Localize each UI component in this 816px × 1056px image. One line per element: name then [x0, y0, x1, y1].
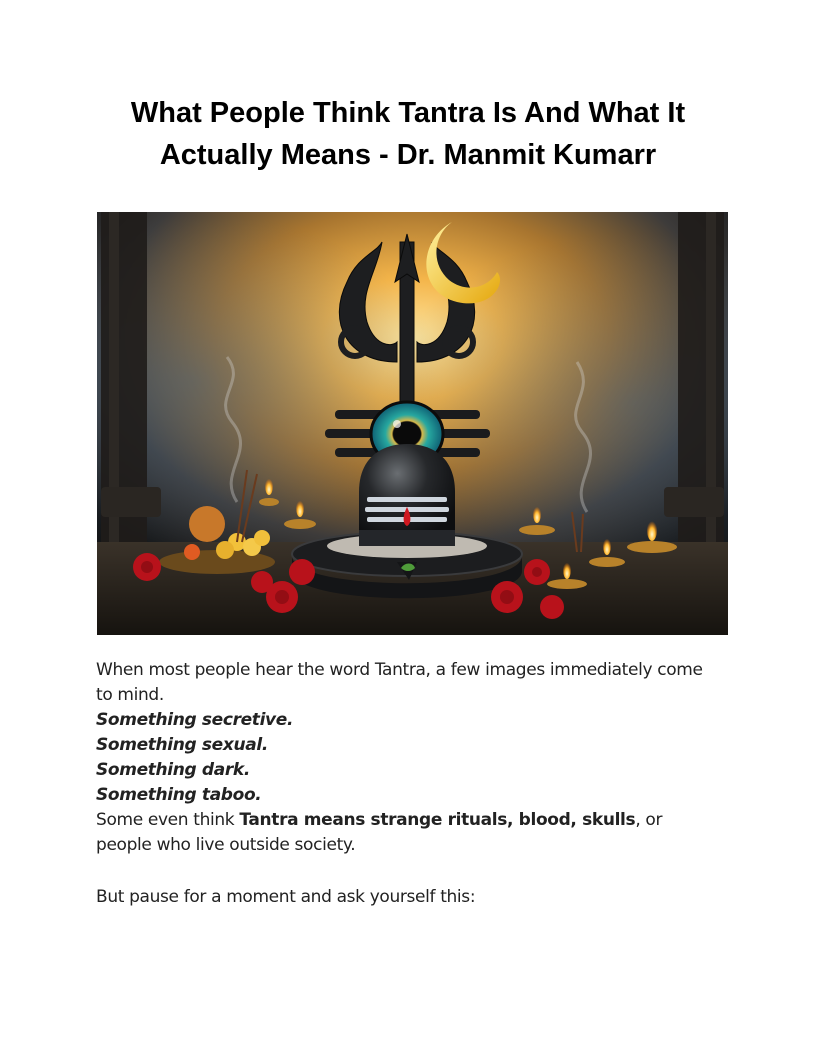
closing-paragraph: But pause for a moment and ask yourself this:: [96, 887, 476, 907]
page-title: What People Think Tantra Is And What It Actually Means - Dr. Manmit Kumarr: [130, 97, 686, 171]
emphasis-line-taboo: Something taboo.: [96, 785, 262, 805]
misconception-end: , or people who live outside society.: [96, 810, 663, 855]
emphasis-line-sexual: Something sexual.: [96, 735, 268, 755]
hero-image: [97, 212, 728, 635]
emphasis-line-dark: Something dark.: [96, 760, 250, 780]
shiva-lingam-trishul-illustration: [97, 212, 728, 635]
misconception-paragraph: [96, 808, 720, 858]
emphasis-line-secretive: Something secretive.: [96, 710, 294, 730]
intro-paragraph: When most people hear the word Tantra, a few images immediately come to mind.: [96, 660, 703, 705]
article-body: [96, 658, 720, 910]
misconception-start: Some even think: [96, 810, 240, 830]
paragraph-spacer: [96, 858, 720, 885]
misconception-bold: Tantra means strange rituals, blood, skulls: [239, 810, 636, 830]
